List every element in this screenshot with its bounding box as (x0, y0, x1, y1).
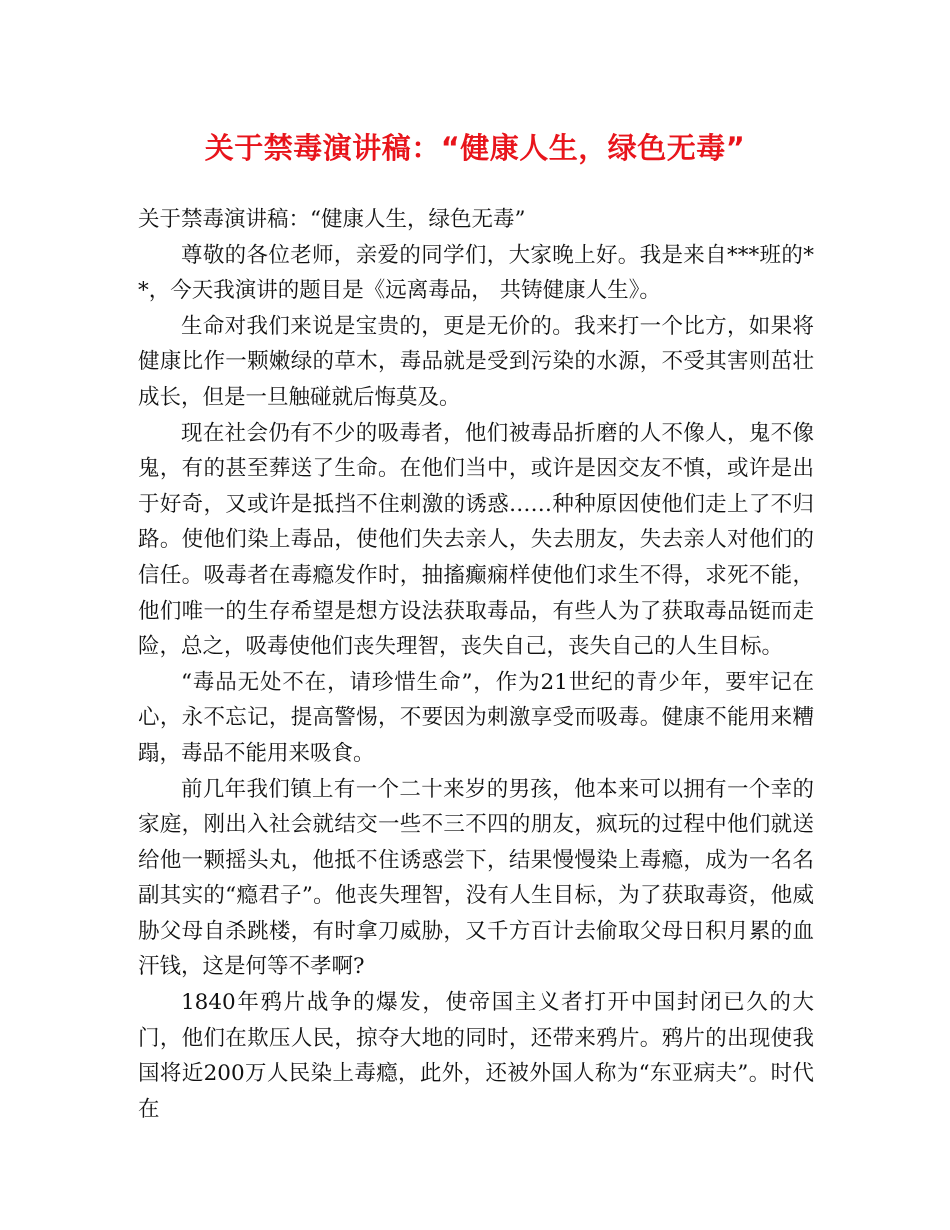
paragraph-slogan: “毒品无处不在，请珍惜生命”，作为21世纪的青少年，要牢记在心，永不忘记，提高警惕，不要因为刺激享受而吸毒。健康不能用来糟蹋，毒品不能用来吸食。 (138, 669, 814, 766)
paragraph-drug-users: 现在社会仍有不少的吸毒者，他们被毒品折磨的人不像人，鬼不像鬼，有的甚至葬送了生命。在他们当中，或许是因交友不慎，或许是出于好奇，又或许是抵挡不住刺激的诱惑……种种原因使他们走上了不归路。使他们染上毒品，使他们失去亲人，失去朋友，失去亲人对他们的信任。吸毒者在毒瘾发作时，抽搐癫痫样使他们求生不得，求死不能，他们唯一的生存希望是想方设法获取毒品，有些人为了获取毒品铤而走险，总之，吸毒使他们丧失理智，丧失自己，丧失自己的人生目标。 (138, 420, 814, 660)
paragraph-subtitle: 关于禁毒演讲稿：“健康人生，绿色无毒” (138, 207, 526, 232)
document-title: 关于禁毒演讲稿：“健康人生，绿色无毒” (204, 131, 746, 165)
paragraph-greeting: 尊敬的各位老师，亲爱的同学们，大家晚上好。我是来自***班的**，今天我演讲的题目是《远离毒品， 共铸健康人生》。 (138, 242, 814, 304)
paragraph-life-value: 生命对我们来说是宝贵的，更是无价的。我来打一个比方，如果将健康比作一颗嫩绿的草木，毒品就是受到污染的水源，不受其害则茁壮成长，但是一旦触碰就后悔莫及。 (138, 313, 814, 410)
document-body (138, 202, 814, 1127)
paragraph-opium-war: 1840年鸦片战争的爆发，使帝国主义者打开中国封闭已久的大门，他们在欺压人民，掠夺大地的同时，还带来鸦片。鸦片的出现使我国将近200万人民染上毒瘾，此外，还被外国人称为“东亚病夫”。时代在 (138, 990, 814, 1122)
paragraph-story: 前几年我们镇上有一个二十来岁的男孩，他本来可以拥有一个幸的家庭，刚出入社会就结交一些不三不四的朋友，疯玩的过程中他们就送给他一颗摇头丸，他抵不住诱惑尝下，结果慢慢染上毒瘾，成为一名名副其实的“瘾君子”。他丧失理智，没有人生目标，为了获取毒资，他威胁父母自杀跳楼，有时拿刀威胁，又千方百计去偷取父母日积月累的血汗钱，这是何等不孝啊? (138, 776, 814, 980)
